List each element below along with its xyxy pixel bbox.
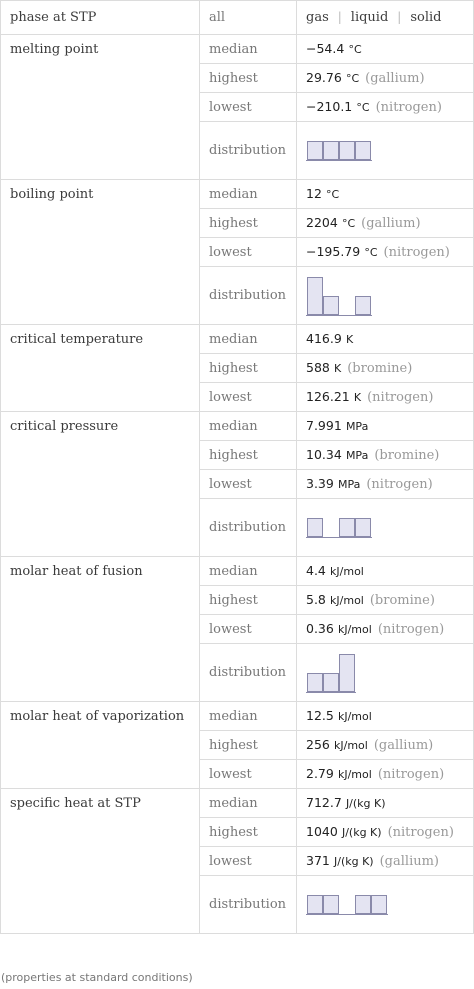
histogram-bar xyxy=(340,519,355,537)
histogram-bar xyxy=(340,654,355,691)
stat-value: 29.76 °C (gallium) xyxy=(297,64,474,93)
distribution-histogram xyxy=(306,517,372,538)
stat-label: highest xyxy=(200,586,297,615)
stat-value: 10.34 MPa (bromine) xyxy=(297,441,474,470)
stat-label: distribution xyxy=(200,876,297,934)
table-row xyxy=(1,412,474,441)
stat-label: highest xyxy=(200,64,297,93)
phase-solid: solid xyxy=(410,10,442,25)
phase-gas: gas xyxy=(306,10,329,25)
footer-note: (properties at standard conditions) xyxy=(1,971,193,984)
histogram-bar xyxy=(324,896,339,914)
table-row xyxy=(1,325,474,354)
histogram-bar xyxy=(356,896,371,914)
distribution-cell xyxy=(297,499,474,557)
stat-value: −195.79 °C (nitrogen) xyxy=(297,238,474,267)
stat-value: 12 °C xyxy=(297,180,474,209)
stat-label: median xyxy=(200,789,297,818)
histogram-bar xyxy=(308,673,323,691)
stat-value: 2.79 kJ/mol (nitrogen) xyxy=(297,760,474,789)
property-specific-heat: specific heat at STP xyxy=(1,789,200,934)
property-critical-pressure: critical pressure xyxy=(1,412,200,557)
stat-label: lowest xyxy=(200,760,297,789)
property-boiling-point: boiling point xyxy=(1,180,200,325)
stat-label: lowest xyxy=(200,93,297,122)
stat-value: 3.39 MPa (nitrogen) xyxy=(297,470,474,499)
histogram-bar xyxy=(308,277,323,314)
stat-label: distribution xyxy=(200,122,297,180)
stat-value: 2204 °C (gallium) xyxy=(297,209,474,238)
stat-label: lowest xyxy=(200,847,297,876)
histogram-bar xyxy=(324,296,339,314)
distribution-cell xyxy=(297,122,474,180)
stat-value: 1040 J/(kg K) (nitrogen) xyxy=(297,818,474,847)
stat-label: median xyxy=(200,702,297,731)
header-phase-at-stp: phase at STP xyxy=(1,1,200,35)
stat-label: lowest xyxy=(200,238,297,267)
stat-label: highest xyxy=(200,354,297,383)
distribution-cell xyxy=(297,644,474,702)
phase-liquid: liquid xyxy=(350,10,389,25)
stat-value: −54.4 °C xyxy=(297,35,474,64)
distribution-histogram xyxy=(306,653,356,693)
stat-label: median xyxy=(200,180,297,209)
separator: | xyxy=(397,10,402,24)
stat-label: median xyxy=(200,35,297,64)
stat-label: highest xyxy=(200,731,297,760)
stat-label: median xyxy=(200,412,297,441)
stat-value: 5.8 kJ/mol (bromine) xyxy=(297,586,474,615)
histogram-bar xyxy=(356,142,371,160)
distribution-histogram xyxy=(306,276,372,316)
property-molar-heat-of-fusion: molar heat of fusion xyxy=(1,557,200,702)
table-row xyxy=(1,35,474,64)
table-row xyxy=(1,789,474,818)
histogram-bar xyxy=(324,673,339,691)
stat-label: distribution xyxy=(200,644,297,702)
histogram-bar xyxy=(308,142,323,160)
stat-label: highest xyxy=(200,441,297,470)
stat-label: lowest xyxy=(200,383,297,412)
stat-value: 7.991 MPa xyxy=(297,412,474,441)
histogram-bar xyxy=(356,296,371,314)
histogram-bar xyxy=(308,519,323,537)
histogram-bar xyxy=(372,896,387,914)
stat-label: distribution xyxy=(200,267,297,325)
header-row xyxy=(1,1,474,35)
histogram-bar xyxy=(324,142,339,160)
distribution-cell xyxy=(297,267,474,325)
stat-value: 712.7 J/(kg K) xyxy=(297,789,474,818)
distribution-histogram xyxy=(306,140,372,161)
histogram-bar xyxy=(340,142,355,160)
header-phases xyxy=(297,1,474,35)
stat-value: 12.5 kJ/mol xyxy=(297,702,474,731)
stat-value: 371 J/(kg K) (gallium) xyxy=(297,847,474,876)
histogram-bar xyxy=(356,519,371,537)
stat-value: 588 K (bromine) xyxy=(297,354,474,383)
stat-value: 126.21 K (nitrogen) xyxy=(297,383,474,412)
distribution-histogram xyxy=(306,894,388,915)
stat-value: 4.4 kJ/mol xyxy=(297,557,474,586)
stat-value: 256 kJ/mol (gallium) xyxy=(297,731,474,760)
table-row xyxy=(1,557,474,586)
stat-value: −210.1 °C (nitrogen) xyxy=(297,93,474,122)
stat-label: distribution xyxy=(200,499,297,557)
separator: | xyxy=(337,10,342,24)
histogram-bar xyxy=(308,896,323,914)
header-all: all xyxy=(200,1,297,35)
property-melting-point: melting point xyxy=(1,35,200,180)
stat-label: lowest xyxy=(200,470,297,499)
distribution-cell xyxy=(297,876,474,934)
table-row xyxy=(1,702,474,731)
stat-label: median xyxy=(200,557,297,586)
table-row xyxy=(1,180,474,209)
stat-label: highest xyxy=(200,818,297,847)
property-molar-heat-of-vaporization: molar heat of vaporization xyxy=(1,702,200,789)
stat-label: median xyxy=(200,325,297,354)
stat-value: 416.9 K xyxy=(297,325,474,354)
property-critical-temperature: critical temperature xyxy=(1,325,200,412)
stat-label: highest xyxy=(200,209,297,238)
stat-value: 0.36 kJ/mol (nitrogen) xyxy=(297,615,474,644)
stat-label: lowest xyxy=(200,615,297,644)
